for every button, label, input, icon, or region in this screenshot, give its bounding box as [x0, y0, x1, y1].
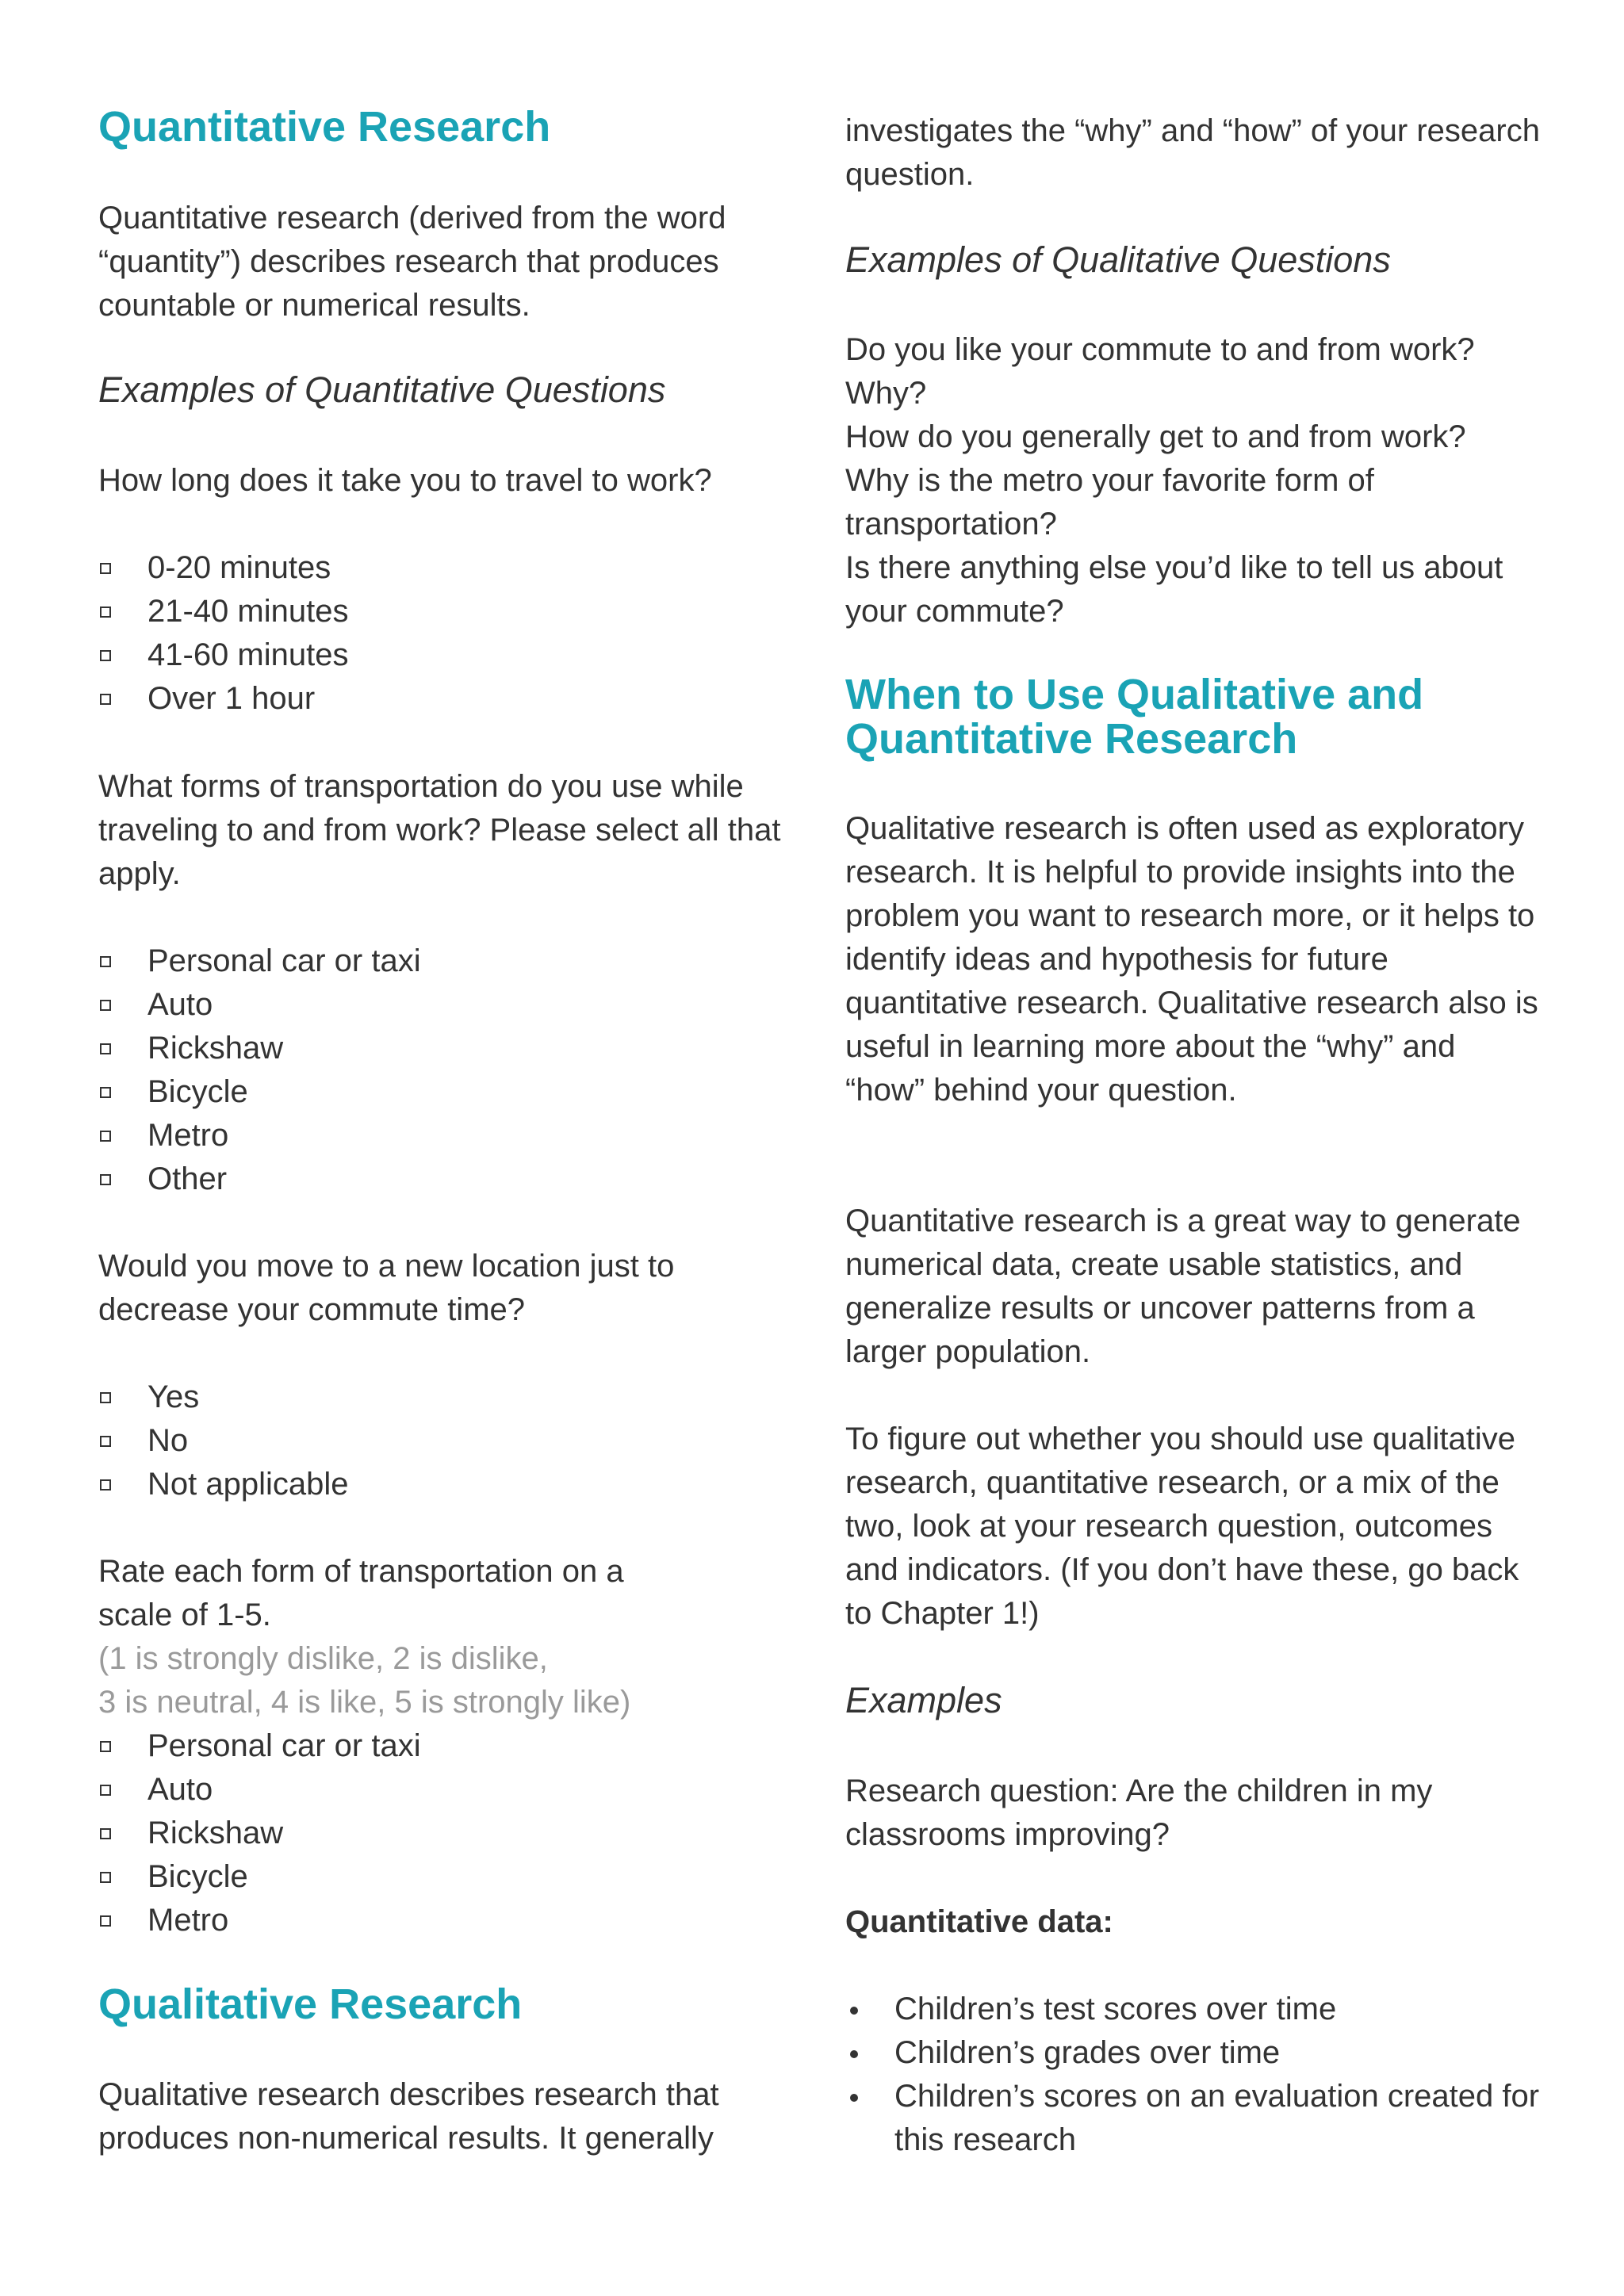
- bullet-icon: [850, 2007, 858, 2015]
- list-item-text: Children’s scores on an evaluation created for this research: [894, 2079, 1540, 2157]
- checkbox-icon: [100, 1828, 111, 1839]
- paragraph-choose-method: To figure out whether you should use qualitative research, quantitative research, or a mix of the two, look at your research question, outcomes and indicators. (If you don’t have these, go back to Chapter 1!): [845, 1422, 1519, 1631]
- question-rate-transport: [98, 1550, 796, 1724]
- checkbox-option[interactable]: [98, 546, 796, 590]
- checkbox-option[interactable]: [98, 1158, 796, 1201]
- question-line: Rate each form of transportation on a: [98, 1554, 624, 1589]
- list-item-text: Children’s grades over time: [894, 2035, 1281, 2070]
- option-label: Over 1 hour: [147, 681, 316, 716]
- checkbox-icon: [100, 607, 111, 618]
- option-label: 21-40 minutes: [147, 594, 349, 629]
- bullet-icon: [850, 2094, 858, 2102]
- checkbox-icon: [100, 1872, 111, 1883]
- qualitative-questions: [845, 328, 1543, 633]
- checkbox-option[interactable]: [98, 677, 796, 721]
- option-label: Metro: [147, 1118, 229, 1153]
- checkbox-option[interactable]: [98, 1376, 796, 1419]
- checkbox-option[interactable]: [98, 1114, 796, 1158]
- option-label: Personal car or taxi: [147, 943, 421, 978]
- rating-scale-note: (1 is strongly dislike, 2 is dislike,: [98, 1641, 548, 1676]
- checkbox-icon: [100, 1174, 111, 1185]
- option-label: 41-60 minutes: [147, 637, 349, 672]
- checkbox-icon: [100, 1043, 111, 1054]
- option-label: 0-20 minutes: [147, 550, 331, 585]
- checkbox-option[interactable]: [98, 1419, 796, 1463]
- option-label: Metro: [147, 1903, 229, 1938]
- list-item: [845, 2075, 1543, 2162]
- heading-quantitative-examples: Examples of Quantitative Questions: [98, 369, 666, 410]
- research-question-example: Research question: Are the children in my classrooms improving?: [845, 1774, 1433, 1852]
- checkbox-option[interactable]: [98, 633, 796, 677]
- question-move-location: Would you move to a new location just to decrease your commute time?: [98, 1249, 675, 1327]
- checkbox-option[interactable]: [98, 1724, 796, 1768]
- option-label: Bicycle: [147, 1859, 248, 1894]
- checkbox-icon: [100, 1436, 111, 1447]
- heading-qualitative-research: Qualitative Research: [98, 1980, 523, 2028]
- option-label: Yes: [147, 1380, 200, 1414]
- heading-qualitative-examples: Examples of Qualitative Questions: [845, 239, 1391, 280]
- checkbox-option[interactable]: [98, 1899, 796, 1942]
- qualitative-question: How do you generally get to and from work?: [845, 419, 1466, 454]
- checkbox-icon: [100, 650, 111, 661]
- option-label: Not applicable: [147, 1467, 349, 1502]
- rating-scale-note: 3 is neutral, 4 is like, 5 is strongly like): [98, 1685, 631, 1720]
- option-label: Rickshaw: [147, 1816, 284, 1850]
- checkbox-icon: [100, 1087, 111, 1098]
- checkbox-icon: [100, 563, 111, 574]
- bullet-icon: [850, 2050, 858, 2058]
- option-label: Other: [147, 1161, 228, 1196]
- qualitative-question: Is there anything else you’d like to tell us about your commute?: [845, 550, 1503, 629]
- quantitative-data-label: Quantitative data:: [845, 1904, 1113, 1939]
- checkbox-icon: [100, 1479, 111, 1490]
- paragraph-quantitative-use: Quantitative research is a great way to generate numerical data, create usable statistics, and generalize results or uncover patterns from a larger population.: [845, 1203, 1521, 1369]
- checkbox-icon: [100, 1000, 111, 1011]
- question-transport-forms: What forms of transportation do you use while traveling to and from work? Please select all that apply.: [98, 769, 781, 891]
- checkbox-icon: [100, 1915, 111, 1927]
- heading-when-to-use: [845, 672, 1543, 761]
- qualitative-intro: Qualitative research describes research that produces non-numerical results. It generally: [98, 2077, 719, 2156]
- heading-examples: Examples: [845, 1680, 1002, 1720]
- qualitative-intro-continued: investigates the “why” and “how” of your research question.: [845, 113, 1540, 192]
- checkbox-option[interactable]: [98, 1070, 796, 1114]
- options-rate-transport: [98, 1724, 796, 1942]
- qualitative-question: Do you like your commute to and from work? Why?: [845, 332, 1475, 411]
- paragraph-qualitative-use: Qualitative research is often used as exploratory research. It is helpful to provide insights into the problem you want to research more, or it helps to identify ideas and hypothesis for future quantitative research. Qualitative research also is useful in learning more about the “why” and “how” behind your question.: [845, 811, 1538, 1108]
- option-label: Auto: [147, 987, 213, 1022]
- question-travel-time: How long does it take you to travel to work?: [98, 463, 712, 498]
- option-label: Bicycle: [147, 1074, 248, 1109]
- heading-quantitative-research: Quantitative Research: [98, 103, 551, 151]
- heading-line: Quantitative Research: [845, 715, 1298, 763]
- quantitative-intro: Quantitative research (derived from the word “quantity”) describes research that produces countable or numerical results.: [98, 201, 726, 323]
- question-line: scale of 1-5.: [98, 1598, 271, 1632]
- options-transport-forms: [98, 939, 796, 1201]
- heading-line: When to Use Qualitative and: [845, 671, 1424, 718]
- quantitative-data-list: [845, 1988, 1543, 2162]
- qualitative-question: Why is the metro your favorite form of transportation?: [845, 463, 1374, 541]
- option-label: No: [147, 1423, 189, 1458]
- checkbox-option[interactable]: [98, 590, 796, 633]
- options-move-location: [98, 1376, 796, 1506]
- checkbox-icon: [100, 694, 111, 705]
- checkbox-option[interactable]: [98, 1463, 796, 1506]
- checkbox-icon: [100, 956, 111, 967]
- checkbox-option[interactable]: [98, 1812, 796, 1855]
- list-item: [845, 2031, 1543, 2075]
- checkbox-option[interactable]: [98, 1027, 796, 1070]
- list-item-text: Children’s test scores over time: [894, 1992, 1337, 2026]
- checkbox-icon: [100, 1392, 111, 1403]
- checkbox-option[interactable]: [98, 939, 796, 983]
- checkbox-icon: [100, 1785, 111, 1796]
- options-travel-time: [98, 546, 796, 721]
- checkbox-option[interactable]: [98, 1855, 796, 1899]
- option-label: Auto: [147, 1772, 213, 1807]
- list-item: [845, 1988, 1543, 2031]
- checkbox-option[interactable]: [98, 983, 796, 1027]
- checkbox-option[interactable]: [98, 1768, 796, 1812]
- option-label: Personal car or taxi: [147, 1728, 421, 1763]
- checkbox-icon: [100, 1741, 111, 1752]
- checkbox-icon: [100, 1131, 111, 1142]
- option-label: Rickshaw: [147, 1031, 284, 1066]
